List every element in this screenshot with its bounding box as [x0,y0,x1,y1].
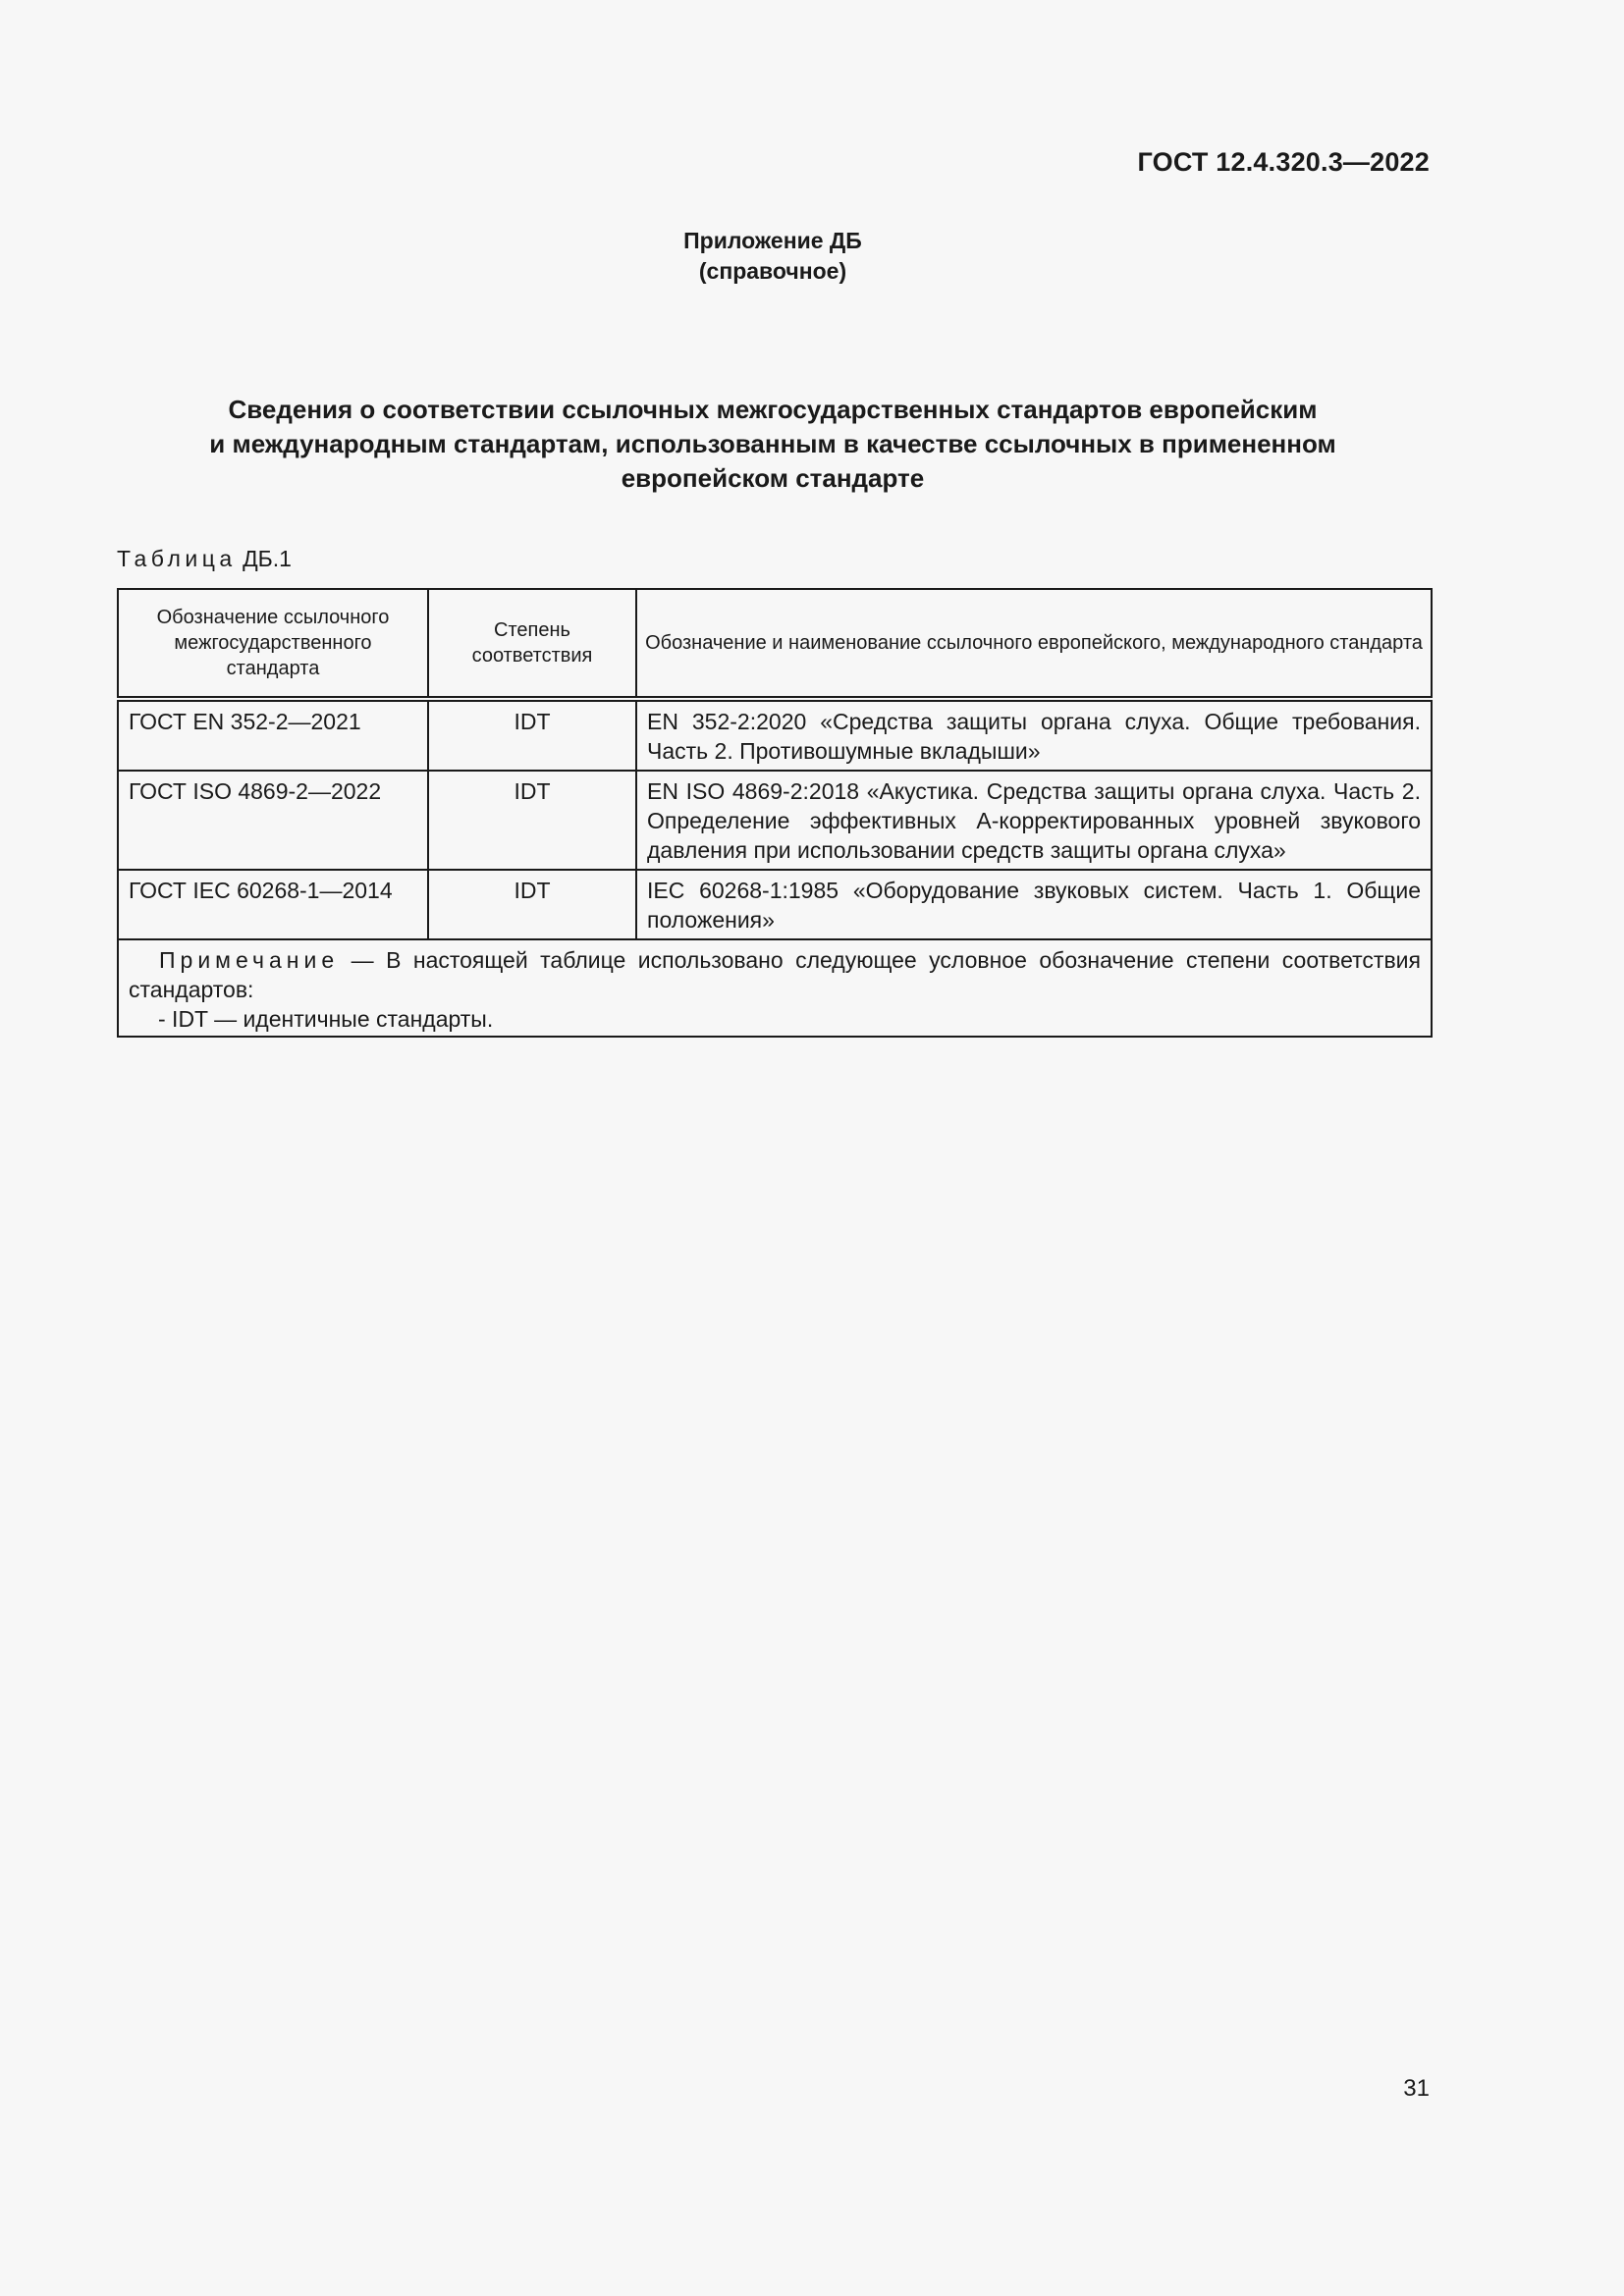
header-euro-standard: Обозначение и наименование ссылочного европейского, международного стандарта [636,589,1432,699]
table-caption-number: ДБ.1 [243,546,292,571]
cell-name: IEC 60268-1:1985 «Оборудование звуковых систем. Часть 1. Общие положения» [636,870,1432,939]
cell-code: ГОСТ ISO 4869-2—2022 [118,771,428,870]
note-bullet: - IDT — идентичные стандарты. [158,1006,494,1032]
table-note [118,939,1432,1037]
header-ref-standard: Обозначение ссылочного межгосударственного стандарта [118,589,428,699]
cell-degree: IDT [428,771,636,870]
cell-name: EN ISO 4869-2:2018 «Акустика. Средства защиты органа слуха. Часть 2. Определение эффективных А-корректированных уровней звукового давления при использовании средств защиты органа слуха» [636,771,1432,870]
cell-degree: IDT [428,870,636,939]
cell-code: ГОСТ IEC 60268-1—2014 [118,870,428,939]
cell-name: EN 352-2:2020 «Средства защиты органа слуха. Общие требования. Часть 2. Противошумные вкладыши» [636,699,1432,771]
appendix-heading [0,226,1545,287]
table-caption [117,546,292,572]
section-title-line: Сведения о соответствии ссылочных межгосударственных стандартов европейским [228,395,1318,424]
appendix-subtitle: (справочное) [698,258,847,284]
header-degree: Степень соответствия [428,589,636,699]
table-header-row [118,589,1432,699]
table-row [118,771,1432,870]
table-note-row [118,939,1432,1037]
section-title-line: и международным стандартам, использованным в качестве ссылочных в примененном [209,429,1336,458]
note-text: — В настоящей таблице использовано следующее условное обозначение степени соответствия стандартов: [129,947,1421,1002]
cell-code: ГОСТ EN 352-2—2021 [118,699,428,771]
note-label: Примечание [159,947,340,973]
table-row [118,870,1432,939]
standards-table [117,588,1433,1038]
cell-degree: IDT [428,699,636,771]
table-row [118,699,1432,771]
page-number: 31 [1403,2075,1430,2102]
appendix-title: Приложение ДБ [683,228,862,253]
section-title-line: европейском стандарте [621,463,925,493]
document-code: ГОСТ 12.4.320.3—2022 [1137,147,1430,177]
table-caption-word: Таблица [117,546,237,571]
section-title [116,393,1430,496]
